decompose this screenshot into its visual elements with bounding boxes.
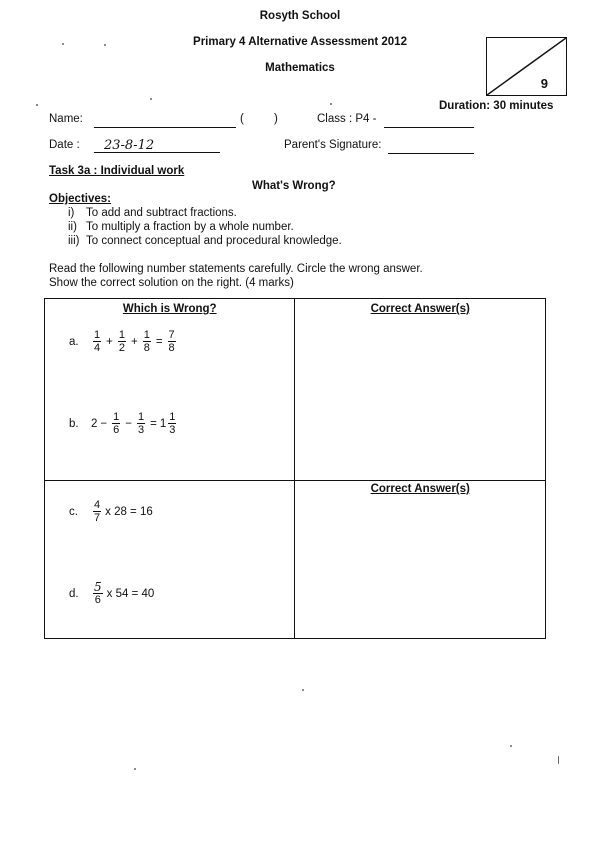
- scan-speck: [510, 745, 512, 747]
- objectives-label: Objectives:: [49, 193, 111, 205]
- scan-speck: [36, 104, 38, 106]
- index-bracket-open: (: [240, 113, 244, 125]
- date-value: 23-8-12: [104, 138, 155, 153]
- correct-answers-cell-2[interactable]: [295, 481, 546, 639]
- class-label: Class : P4 -: [317, 113, 377, 125]
- instruction-line-2: Show the correct solution on the right. (4 marks): [49, 277, 294, 289]
- statement-d[interactable]: d. $\frac{5}{6}$ x 54 = 40: [69, 580, 155, 606]
- scan-speck: [134, 768, 136, 770]
- signature-field[interactable]: [388, 137, 474, 154]
- mixed-number: 1 $\frac{1}{3}$: [159, 411, 176, 436]
- fraction: $\frac{7}{8}$: [168, 329, 175, 354]
- scan-speck: [62, 43, 64, 45]
- signature-label: Parent's Signature:: [284, 139, 382, 151]
- subject-title: Mathematics: [265, 62, 335, 74]
- correct-answers-cell-1[interactable]: [295, 299, 546, 481]
- score-diagonal: [487, 38, 566, 95]
- worksheet-table: [44, 298, 546, 639]
- scan-speck: [302, 689, 304, 691]
- scan-speck: [330, 103, 332, 105]
- statement-label: d.: [69, 587, 79, 600]
- statement-a[interactable]: a. $\frac{1}{4}$ + $\frac{1}{2}$ + $\frac{1}{8}$ = $\frac{7}{8}$: [69, 329, 175, 354]
- date-field[interactable]: [94, 136, 220, 153]
- score-box: [486, 37, 567, 96]
- fraction: $\frac{1}{2}$: [118, 329, 125, 354]
- statement-b[interactable]: b. 2 − $\frac{1}{6}$ − $\frac{1}{3}$ = 1 $\frac{1}{3}$: [69, 411, 178, 436]
- objective-text: To connect conceptual and procedural knowledge.: [86, 235, 342, 247]
- fraction: $\frac{1}{3}$: [137, 411, 145, 436]
- objective-number: iii): [68, 235, 80, 247]
- objective-text: To multiply a fraction by a whole number.: [86, 221, 294, 233]
- fraction: $\frac{4}{7}$: [94, 499, 101, 524]
- task-title: Task 3a : Individual work: [49, 165, 185, 177]
- name-field[interactable]: [94, 113, 236, 128]
- fraction: $\frac{1}{6}$: [113, 411, 120, 436]
- statement-c[interactable]: c. $\frac{4}{7}$ x 28 = 16: [69, 499, 153, 524]
- fraction: $\frac{5}{6}$: [94, 580, 102, 606]
- scan-speck: [558, 756, 559, 764]
- objective-item: [68, 221, 294, 233]
- correct-answers-header: Correct Answer(s): [370, 483, 470, 495]
- objective-text: To add and subtract fractions.: [86, 207, 237, 219]
- objective-item: [68, 235, 342, 247]
- fraction: $\frac{1}{4}$: [94, 329, 101, 354]
- objective-number: ii): [68, 221, 77, 233]
- task-heading: What's Wrong?: [252, 180, 336, 192]
- objective-item: [68, 207, 237, 219]
- date-label: Date :: [49, 139, 80, 151]
- which-is-wrong-header: Which is Wrong?: [122, 303, 217, 315]
- wrong-statements-cell: [45, 299, 295, 481]
- score-value: 9: [540, 76, 548, 91]
- scan-speck: [150, 98, 152, 100]
- fraction: $\frac{1}{8}$: [143, 329, 150, 354]
- objective-number: i): [68, 207, 75, 219]
- statement-label: a.: [69, 335, 79, 348]
- class-field[interactable]: [384, 113, 474, 128]
- wrong-statements-cell: [45, 481, 295, 639]
- instruction-line-1: Read the following number statements carefully. Circle the wrong answer.: [49, 263, 423, 275]
- duration: Duration: 30 minutes: [439, 100, 554, 112]
- name-label: Name:: [49, 113, 83, 125]
- statement-label: b.: [69, 417, 79, 430]
- statement-label: c.: [69, 505, 78, 518]
- assessment-title: Primary 4 Alternative Assessment 2012: [193, 36, 407, 48]
- scan-speck: [104, 44, 106, 46]
- school-name: Rosyth School: [259, 10, 341, 22]
- correct-answers-header: Correct Answer(s): [370, 303, 470, 315]
- index-bracket-close: ): [274, 113, 278, 125]
